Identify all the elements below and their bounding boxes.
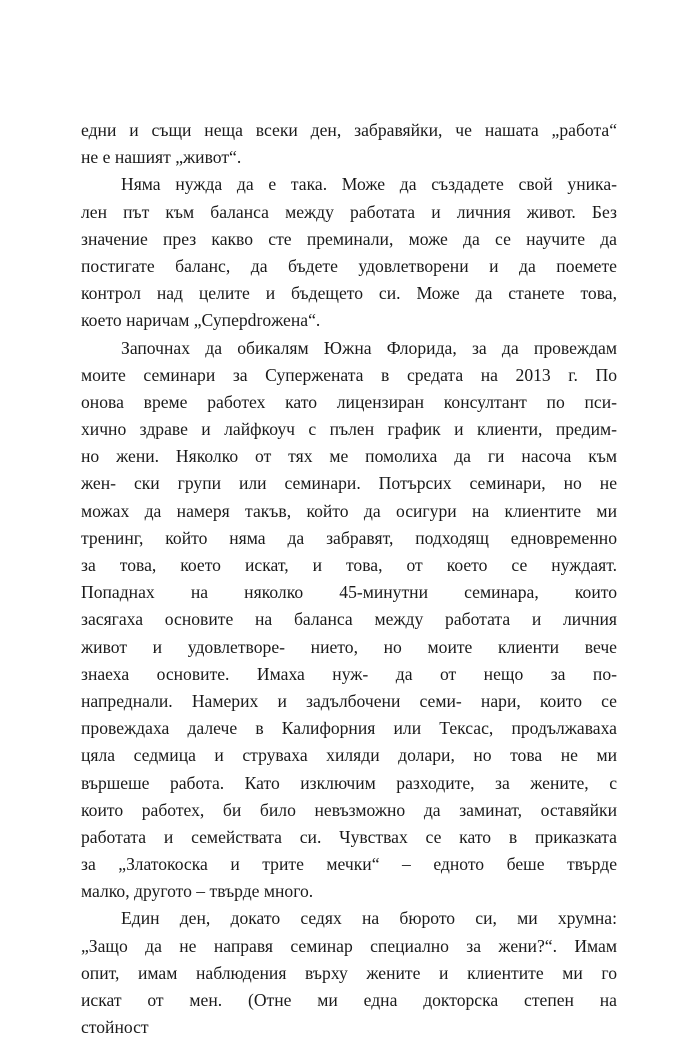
document-page bbox=[81, 117, 617, 1041]
paragraph bbox=[81, 117, 617, 171]
text-line: за това, което искат, и това, от което се нуждаят. bbox=[81, 555, 617, 575]
text-line: провеждаха далече в Калифорния или Тексас, продължаваха bbox=[81, 718, 617, 739]
text-line: хично здраве и лайфкоуч с пълен график и клиенти, предим- bbox=[81, 419, 617, 440]
text-line: Един ден, докато седях на бюрото си, ми хрумна: bbox=[121, 908, 617, 929]
text-line: Попаднах на няколко 45-минутни семинара, които bbox=[81, 582, 617, 603]
text-line: постигате баланс, да бъдете удовлетворени и да поемете bbox=[81, 255, 617, 276]
text-line: не е нашият „живот“. bbox=[81, 147, 242, 168]
text-line: знаеха основите. Имаха нуж- да от нещо за по- bbox=[81, 663, 617, 684]
text-line: можах да намеря такъв, който да осигури на клиентите ми bbox=[81, 500, 617, 521]
text-line: тренинг, който няма да забравят, подходящ едновременно bbox=[81, 527, 617, 548]
text-line: онова време работех като лицензиран консултант по пси- bbox=[81, 391, 617, 412]
text-line: контрол над целите и бъдещето си. Може да станете това, bbox=[81, 283, 617, 304]
paragraph bbox=[81, 905, 617, 1041]
text-line: цяла седмица и струваха хиляди долари, но това не ми bbox=[81, 745, 617, 766]
text-line: живот и удовлетворе- нието, но моите клиенти вече bbox=[81, 636, 617, 657]
text-line: напреднали. Намерих и задълбочени семи- нари, които се bbox=[81, 690, 617, 711]
text-line: значение през какво сте преминали, може да се научите да bbox=[81, 228, 617, 249]
paragraph bbox=[81, 335, 617, 906]
text-line: стойност bbox=[81, 1017, 149, 1038]
text-line: които работех, би било невъзможно да заминат, оставяйки bbox=[81, 799, 617, 820]
text-line: Започнах да обикалям Южна Флорида, за да провеждам bbox=[121, 337, 617, 358]
text-line: малко, другото – твърде много. bbox=[81, 881, 314, 902]
text-line: засягаха основите на баланса между работата и личния bbox=[81, 609, 617, 630]
text-line: работата и семействата си. Чувствах се като в приказката bbox=[81, 826, 617, 847]
text-line: едни и същи неща всеки ден, забравяйки, че нашата „работа“ bbox=[81, 120, 617, 140]
text-line: лен път към баланса между работата и личния живот. Без bbox=[81, 201, 617, 222]
text-line: вършеше работа. Като изключим разходите, за жените, с bbox=[81, 772, 617, 793]
paragraph bbox=[81, 171, 617, 334]
text-line: „Защо да не направя семинар специално за жени?“. Имам bbox=[81, 935, 617, 956]
text-line: Няма нужда да е така. Може да създадете свой уника- bbox=[121, 174, 617, 195]
text-line: за „Златокоска и трите мечки“ – едното беше твърде bbox=[81, 854, 617, 875]
text-line: жен- ски групи или семинари. Потърсих семинари, но не bbox=[81, 473, 617, 494]
text-line: искат от мен. (Отне ми една докторска степен на bbox=[81, 990, 617, 1010]
text-line: опит, имам наблюдения върху жените и клиентите ми го bbox=[81, 962, 617, 983]
text-line: но жени. Няколко от тях ме помолиха да ги насоча към bbox=[81, 446, 617, 467]
text-line: моите семинари за Супержената в средата на 2013 г. По bbox=[81, 364, 617, 385]
text-line: което наричам „Суперdroжена“. bbox=[81, 310, 321, 331]
